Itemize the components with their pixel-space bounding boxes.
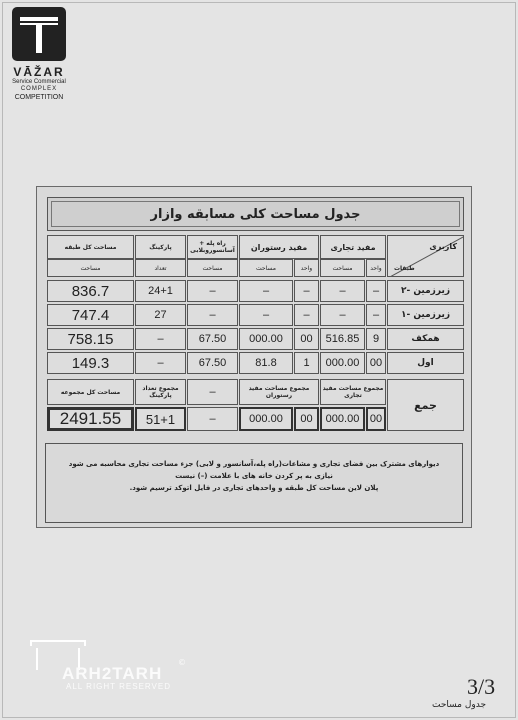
sum-total: 2491.55 — [47, 407, 134, 431]
logo-mark-icon — [12, 7, 66, 61]
row-basement-2-com-unit: – — [366, 280, 386, 302]
parking-count-header: تعداد — [135, 259, 186, 277]
circulation-header: راه پله + آسانسوروبلابی — [187, 235, 238, 259]
row-basement-1-res-area: – — [239, 304, 293, 326]
row-first-total: 149.3 — [47, 352, 134, 374]
row-ground-parking: – — [135, 328, 186, 350]
sum-com-unit: 00 — [366, 407, 386, 431]
row-ground-com-unit: 9 — [366, 328, 386, 350]
logo-subtitle: Service Commercial — [12, 79, 66, 85]
row-ground-total: 758.15 — [47, 328, 134, 350]
row-first-parking: – — [135, 352, 186, 374]
row-first-res-area: 81.8 — [239, 352, 293, 374]
watermark-rights: ALL RIGHT RESERVED — [66, 682, 171, 691]
watermark-brand: ARH2TARH — [62, 664, 163, 683]
row-ground-com-area: 516.85 — [320, 328, 365, 350]
sum-res-area: 000.00 — [239, 407, 293, 431]
note-3: پلان لاین مساحت کل طبقه و واحدهای تجاری در فایل اتوکد ترسیم شود. — [129, 484, 379, 492]
commercial-header: مفید تجاری — [320, 235, 386, 259]
sum-com-area: 000.00 — [320, 407, 365, 431]
row-basement-1-com-unit: – — [366, 304, 386, 326]
row-basement-1-circ: – — [187, 304, 238, 326]
corner-label-usage: کاربری — [429, 242, 457, 251]
row-label-basement-1: زیرزمین -۱ — [387, 304, 464, 326]
row-ground-res-area: 000.00 — [239, 328, 293, 350]
table-title-box — [47, 197, 464, 231]
sum-commercial-header: مجموع مساحت مفید تجاری — [320, 379, 386, 405]
row-label-first: اول — [387, 352, 464, 374]
row-basement-1-total: 747.4 — [47, 304, 134, 326]
row-first-com-area: 000.00 — [320, 352, 365, 374]
note-1: دیوارهای مشترک بین فضای تجاری و مشاعات(راه پله،آسانسور و لابی) جزء مساحت تجاری محاسبه می شود — [68, 460, 440, 468]
row-basement-1-com-area: – — [320, 304, 365, 326]
row-basement-2-res-unit: – — [294, 280, 319, 302]
corner-label-floors: طبقات — [394, 265, 415, 272]
row-first-res-unit: 1 — [294, 352, 319, 374]
watermark-registered: © — [178, 658, 186, 667]
area-table-sheet — [36, 186, 472, 528]
logo-title: VĀŽAR — [13, 65, 65, 79]
sum-parking: 51+1 — [135, 407, 186, 431]
row-first-circ: 67.50 — [187, 352, 238, 374]
vazar-logo — [11, 7, 69, 102]
commercial-area-header: مساحت — [320, 259, 365, 277]
row-basement-2-com-area: – — [320, 280, 365, 302]
sum-restaurant-header: مجموع مساحت مفید رستوران — [239, 379, 319, 405]
logo-complex: COMPLEX — [20, 86, 58, 92]
row-first-com-unit: 00 — [366, 352, 386, 374]
corner-header-cell — [387, 235, 464, 277]
row-basement-1-res-unit: – — [294, 304, 319, 326]
row-ground-circ: 67.50 — [187, 328, 238, 350]
row-basement-2-res-area: – — [239, 280, 293, 302]
row-basement-2-total: 836.7 — [47, 280, 134, 302]
restaurant-area-header: مساحت — [239, 259, 293, 277]
sum-circulation-top: – — [187, 379, 238, 405]
circulation-area-header: مساحت — [187, 259, 238, 277]
sum-label: جمع — [387, 379, 464, 431]
row-basement-2-circ: – — [187, 280, 238, 302]
parking-header: پارکینگ — [135, 235, 186, 259]
floor-total-area-header: مساحت — [47, 259, 134, 277]
sum-total-header: مساحت کل مجموعه — [47, 379, 134, 405]
row-label-ground: همکف — [387, 328, 464, 350]
note-2: نیازی به پر کردن خانه های با علامت (–) نیست — [175, 472, 333, 480]
row-basement-1-parking: 27 — [135, 304, 186, 326]
restaurant-unit-header: واحد — [294, 259, 319, 277]
table-title: جدول مساحت کلی مسابقه وازار — [150, 206, 361, 222]
floor-total-header: مساحت کل طبقه — [47, 235, 134, 259]
sum-res-unit: 00 — [294, 407, 319, 431]
row-label-basement-2: زیرزمین -۲ — [387, 280, 464, 302]
row-basement-2-parking: 24+1 — [135, 280, 186, 302]
page-number: 3/3 — [467, 674, 496, 699]
logo-competition: COMPETITION — [14, 94, 64, 101]
watermark-roof-icon — [30, 640, 86, 646]
commercial-unit-header: واحد — [366, 259, 386, 277]
row-ground-res-unit: 00 — [294, 328, 319, 350]
page-label: جدول مساحت — [432, 700, 487, 710]
sum-circ: – — [187, 407, 238, 431]
notes-box — [45, 443, 463, 523]
restaurant-header: مفید رستوران — [239, 235, 319, 259]
sum-parking-header: مجموع تعداد پارکینگ — [135, 379, 186, 405]
arh2tarh-watermark — [28, 640, 188, 690]
